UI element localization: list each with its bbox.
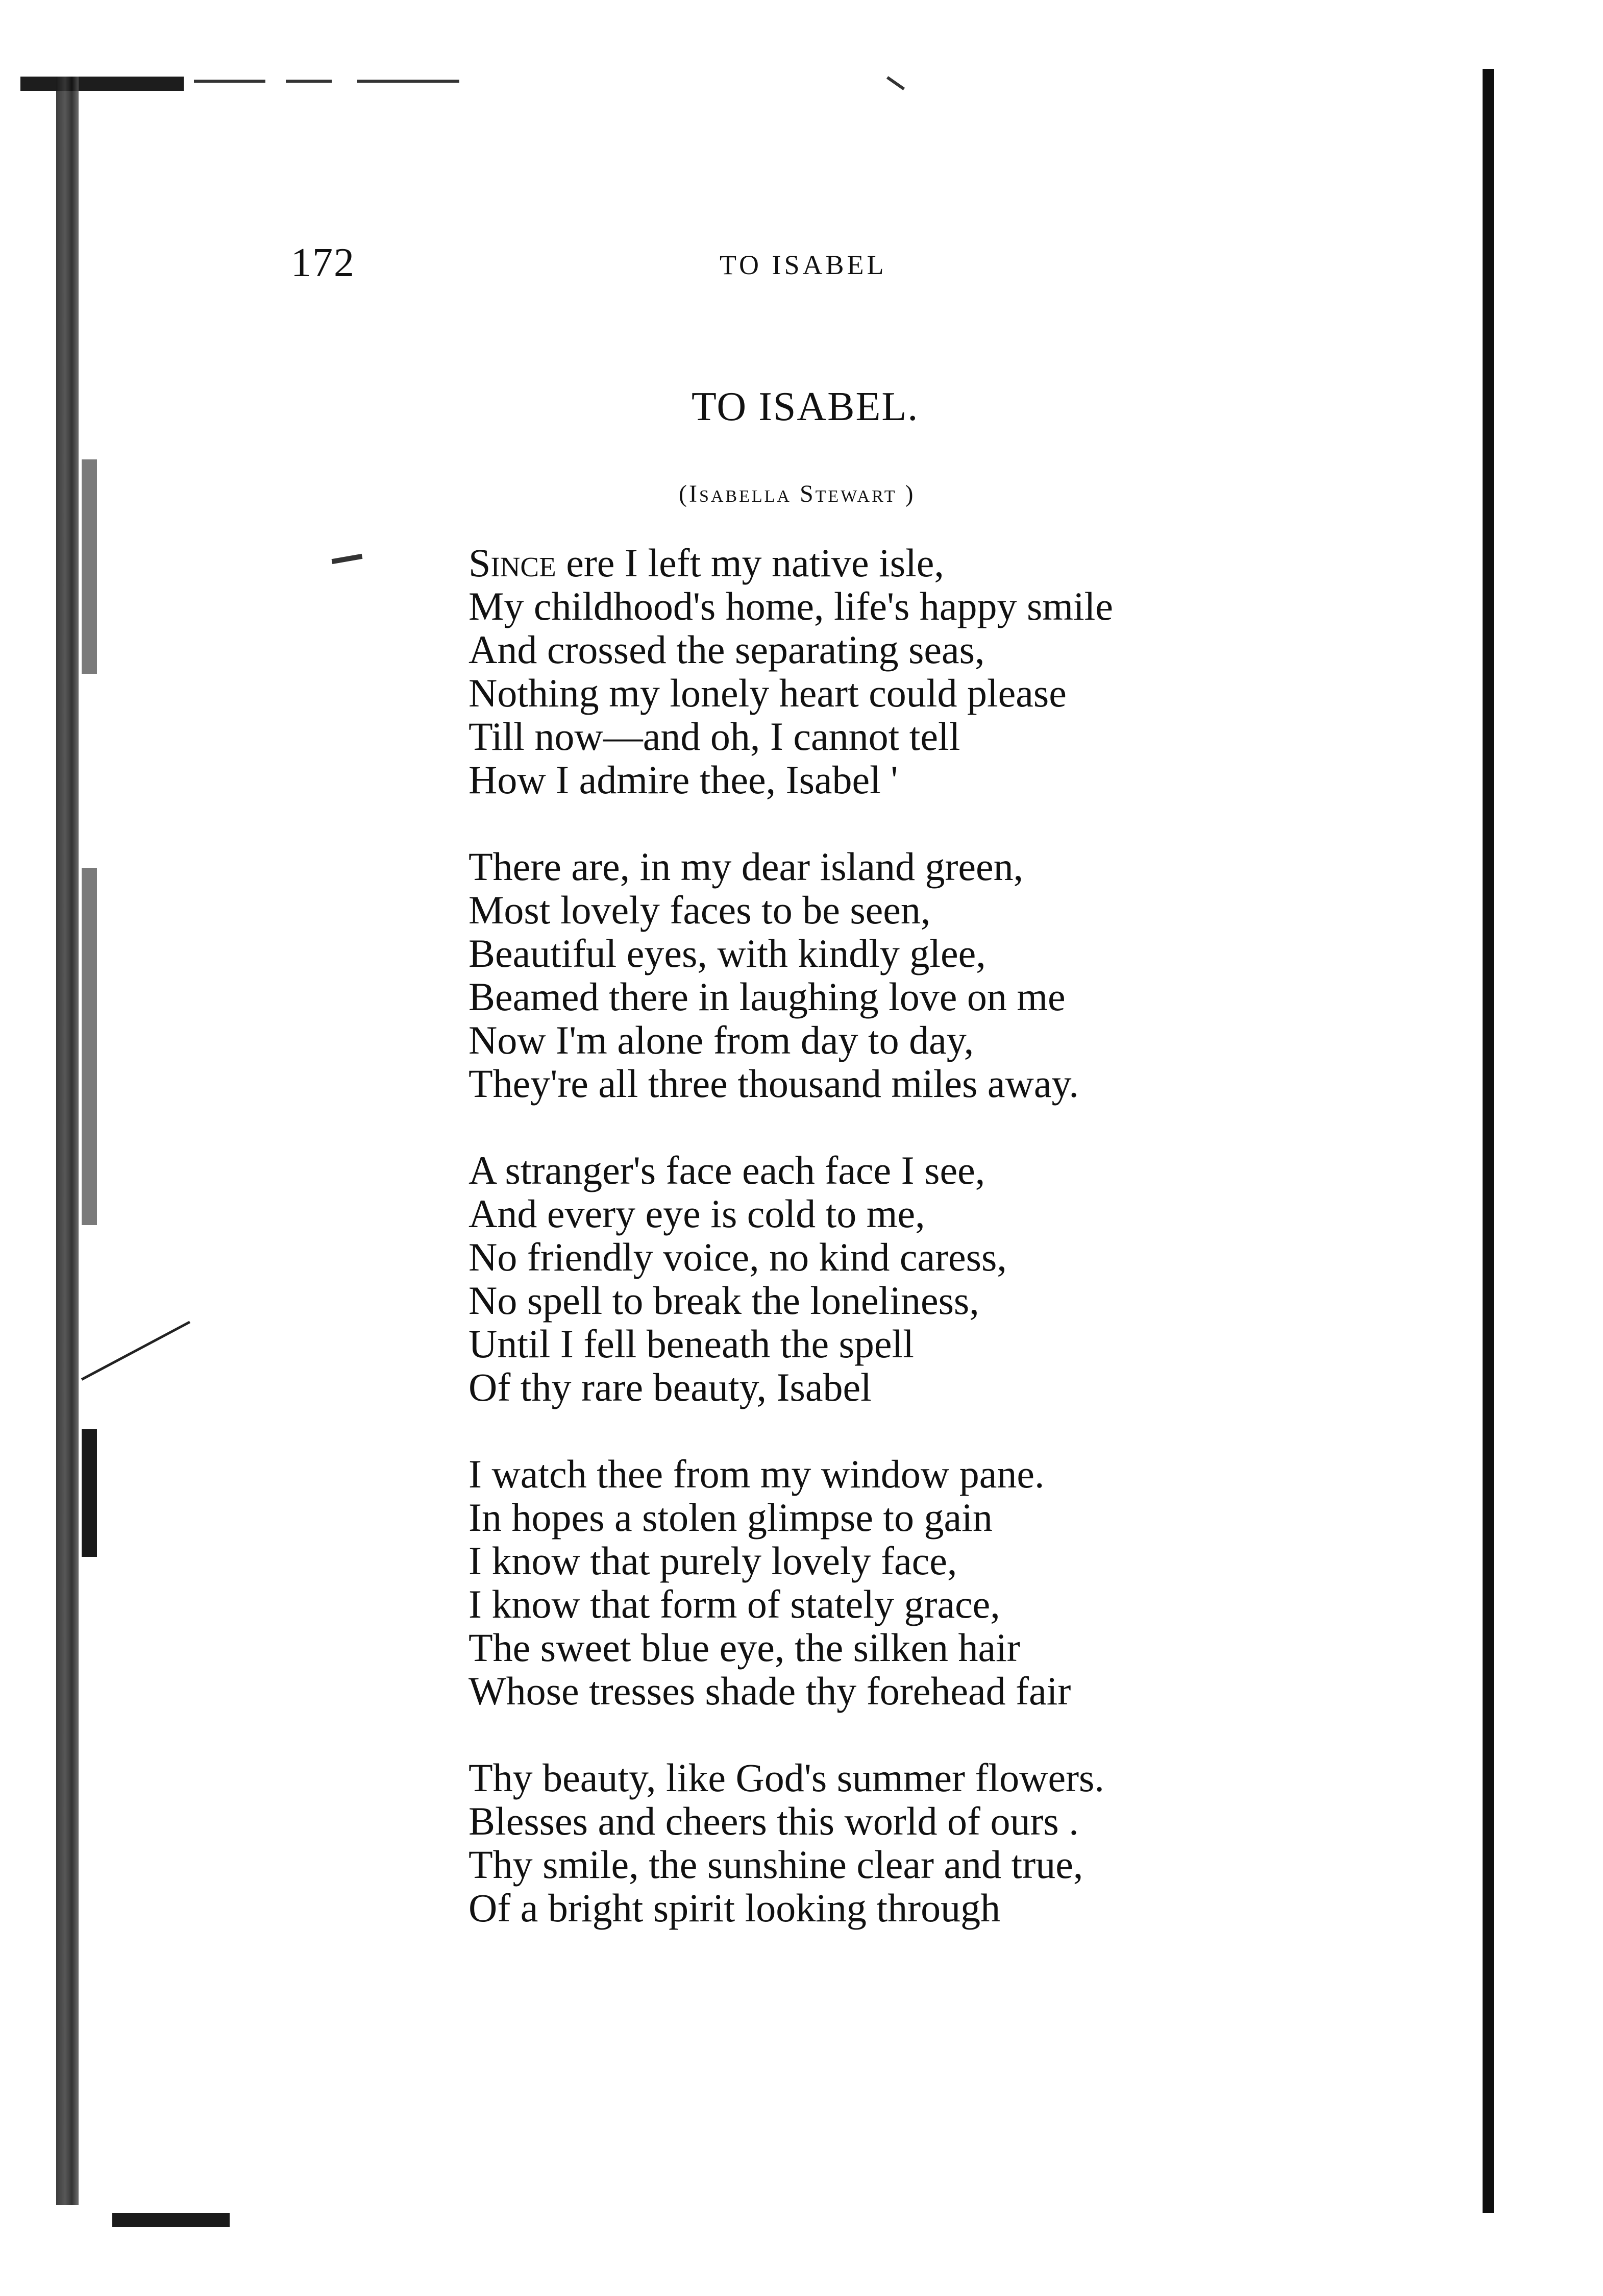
scan-dash (194, 80, 265, 83)
verse-line: Blesses and cheers this world of ours . (468, 1799, 1079, 1843)
scan-edge-fragment (82, 1429, 97, 1557)
scan-edge-bottom (112, 2213, 230, 2227)
stray-mark (886, 76, 905, 90)
verse-line: No spell to break the loneliness, (468, 1278, 979, 1323)
verse-line: I know that purely lovely face, (468, 1538, 957, 1583)
verse-line: They're all three thousand miles away. (468, 1061, 1079, 1106)
verse-line: The sweet blue eye, the silken hair (468, 1625, 1020, 1670)
verse-line: I know that form of stately grace, (468, 1582, 1000, 1626)
stanza-3 (468, 1149, 1469, 1409)
stray-mark (332, 554, 363, 564)
stanza-5 (468, 1756, 1469, 1929)
stanza-2 (468, 845, 1469, 1105)
verse-line: A stranger's face each face I see, (468, 1148, 985, 1192)
verse-line: Now I'm alone from day to day, (468, 1018, 974, 1062)
verse-line: Since ere I left my native isle, (468, 541, 944, 585)
verse-line: In hopes a stolen glimpse to gain (468, 1495, 993, 1540)
verse-line: Till now—and oh, I cannot tell (468, 714, 960, 759)
scan-dash (357, 80, 459, 83)
poem-subtitle: (Isabella Stewart ) (679, 480, 916, 507)
verse-line: Beamed there in laughing love on me (468, 974, 1066, 1019)
scan-edge-right (1483, 69, 1494, 2213)
verse-line: Whose tresses shade thy forehead fair (468, 1669, 1071, 1713)
verse-line: Thy smile, the sunshine clear and true, (468, 1842, 1083, 1887)
scan-edge-top (20, 77, 184, 91)
stanza-4 (468, 1452, 1469, 1713)
verse-line: There are, in my dear island green, (468, 844, 1024, 889)
verse-line: Of thy rare beauty, Isabel (468, 1365, 872, 1409)
running-head: TO ISABEL (720, 250, 887, 280)
verse-line: Beautiful eyes, with kindly glee, (468, 931, 986, 975)
verse-line: How I admire thee, Isabel ' (468, 758, 898, 802)
verse-line: Thy beauty, like God's summer flowers. (468, 1755, 1104, 1800)
page-number: 172 (291, 240, 355, 285)
verse-line: I watch thee from my window pane. (468, 1452, 1045, 1496)
verse-line: My childhood's home, life's happy smile (468, 584, 1113, 628)
verse-line: And every eye is cold to me, (468, 1191, 925, 1236)
drop-word: Since (468, 541, 556, 585)
scan-edge-fragment (82, 868, 97, 1225)
verse-line: No friendly voice, no kind caress, (468, 1235, 1007, 1279)
verse-line: Until I fell beneath the spell (468, 1322, 914, 1366)
scan-edge-left (56, 77, 79, 2205)
scan-dash (286, 80, 332, 83)
scan-edge-fragment (82, 459, 97, 674)
pencil-stroke (81, 1321, 190, 1381)
verse-line: Nothing my lonely heart could please (468, 671, 1067, 715)
verse-line: Most lovely faces to be seen, (468, 888, 931, 932)
poem-body (468, 541, 1469, 1973)
poem-title: TO ISABEL. (692, 384, 919, 429)
verse-line: And crossed the separating seas, (468, 627, 985, 672)
verse-line: Of a bright spirit looking through (468, 1886, 1001, 1930)
stanza-1 (468, 541, 1469, 801)
